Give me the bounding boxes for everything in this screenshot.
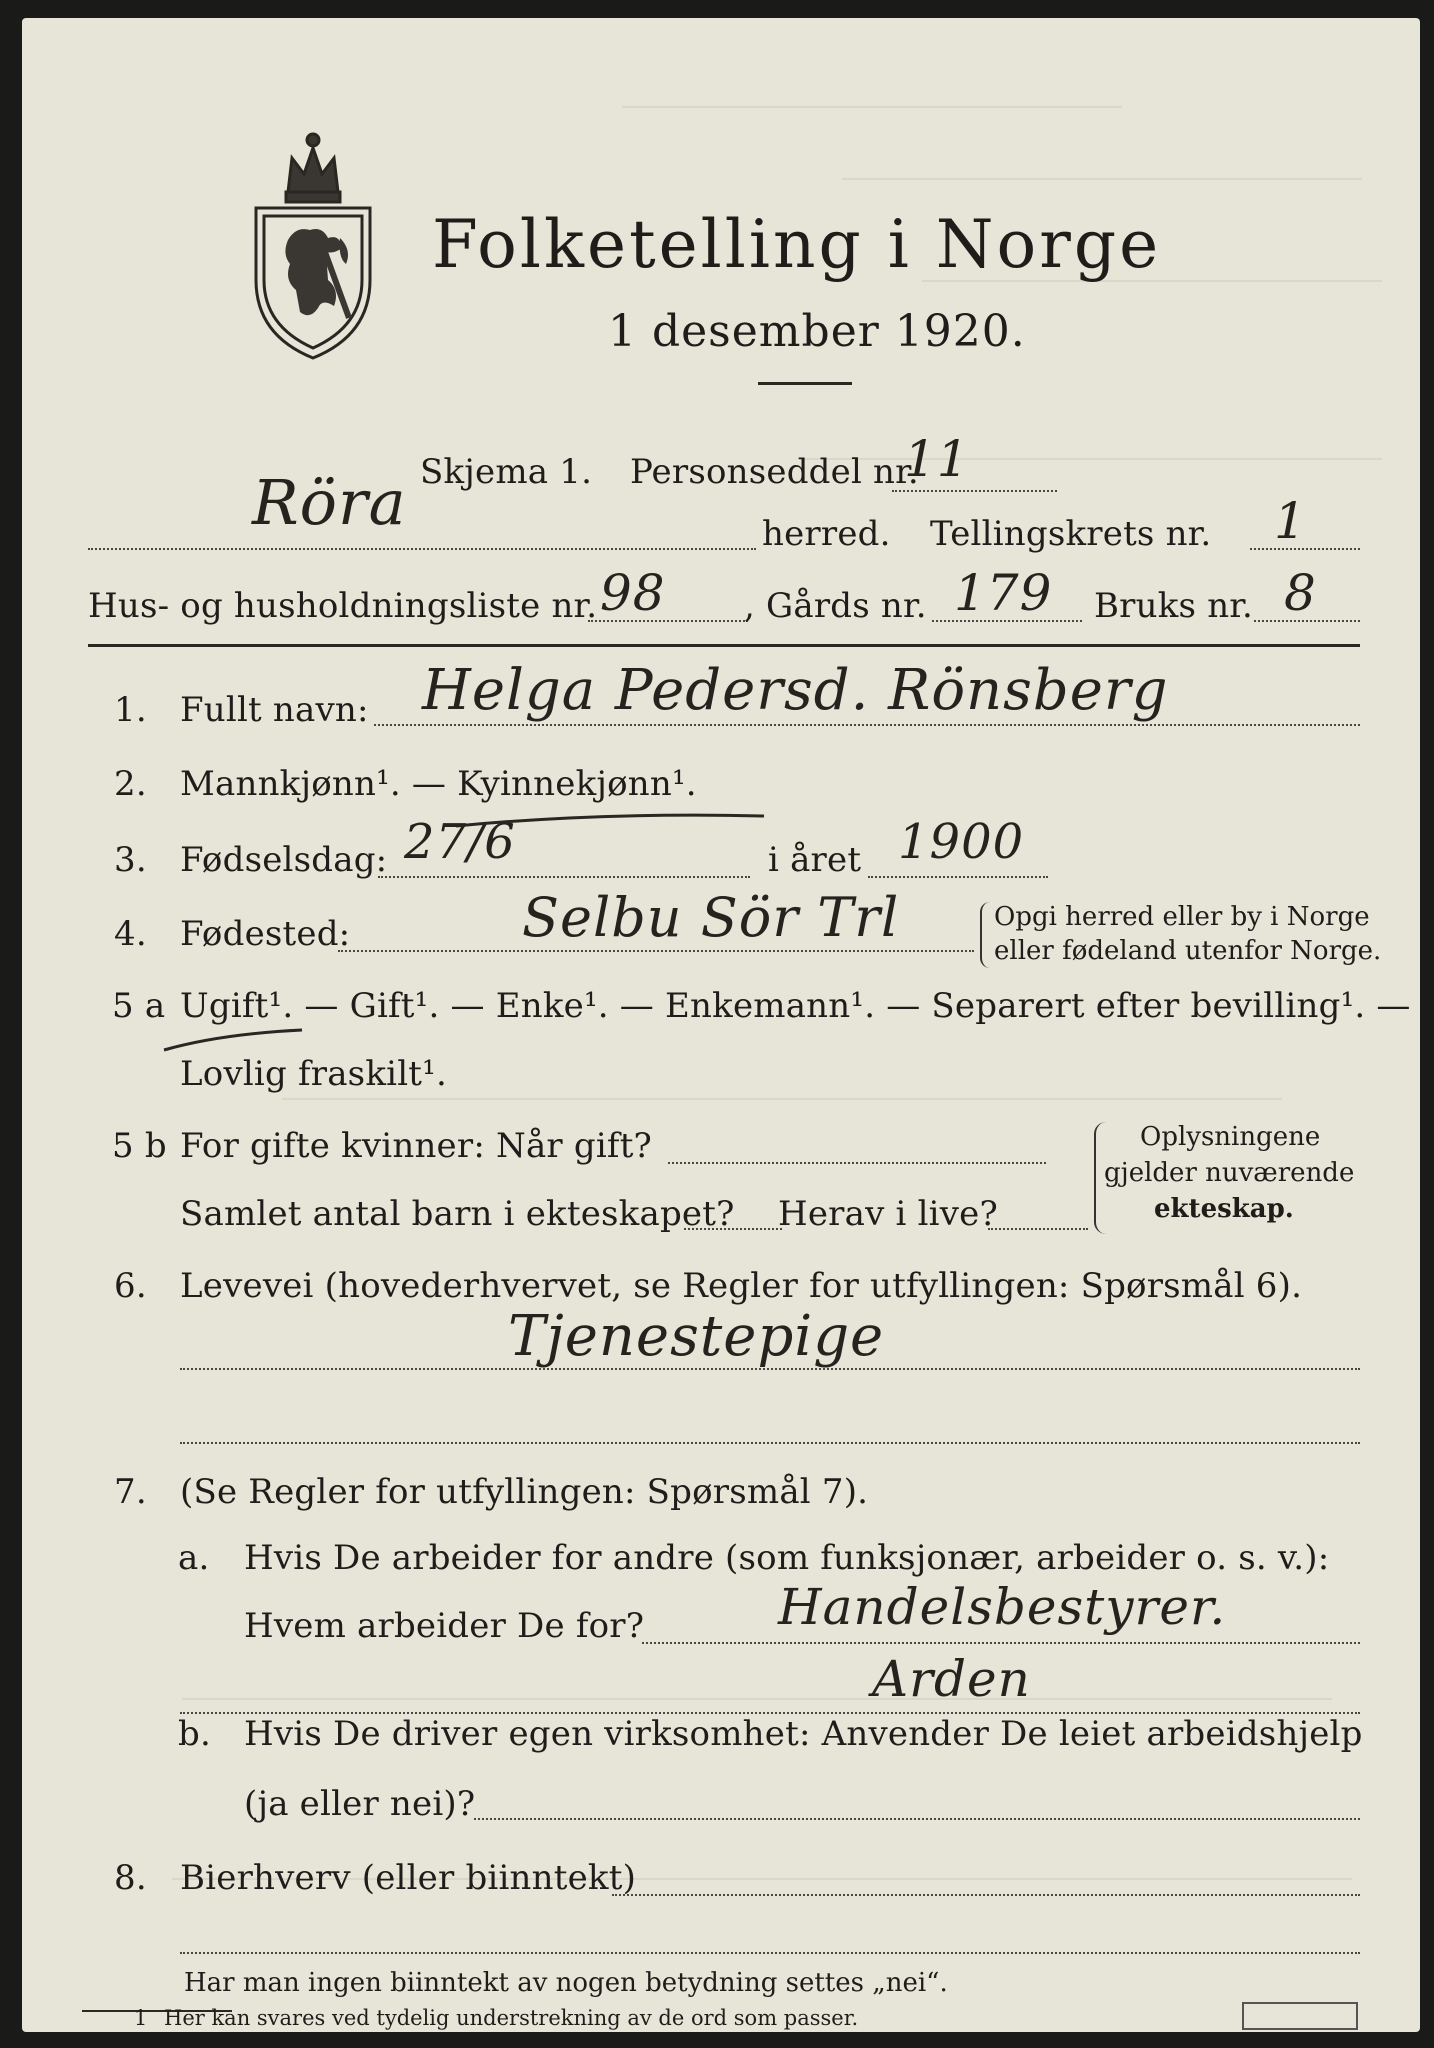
tellingskrets-line — [1250, 548, 1360, 550]
levevei-label: Levevei (hovederhvervet, se Regler for utfyllingen: Spørsmål 6). — [180, 1266, 1303, 1306]
bierhverv-line-2 — [180, 1952, 1360, 1954]
fullt-navn-line — [374, 724, 1360, 726]
bruks-label: Bruks nr. — [1094, 586, 1254, 626]
personseddel-value: 11 — [904, 430, 970, 488]
skjema-label: Skjema 1. — [420, 452, 593, 492]
coat-of-arms-icon — [248, 130, 378, 360]
q1-number: 1. — [114, 690, 147, 730]
footnote-text: Her kan svares ved tydelig understrekning av de ord som passer. — [164, 2006, 859, 2030]
i-aret-label: i året — [768, 840, 862, 880]
footnote-mark: 1 — [134, 2006, 148, 2030]
gards-value: 179 — [954, 564, 1053, 622]
printer-stamp — [1242, 2002, 1358, 2030]
fodested-line — [338, 950, 974, 952]
ugift-underline-mark — [160, 1024, 310, 1054]
census-form — [22, 18, 1420, 2032]
personseddel-line — [892, 490, 1057, 492]
ekteskap-note-line2: gjelder nuværende — [1104, 1158, 1355, 1188]
page-title: Folketelling i Norge — [432, 206, 1162, 283]
q7a-label-2: Hvem arbeider De for? — [244, 1606, 645, 1646]
bruks-line — [1254, 620, 1360, 622]
tellingskrets-value: 1 — [1274, 492, 1307, 550]
fodested-note-line1: Opgi herred eller by i Norge — [994, 902, 1370, 932]
q7a-letter: a. — [178, 1538, 210, 1578]
q7b-label-1: Hvis De driver egen virksomhet: Anvender De leiet arbeidshjelp — [244, 1714, 1363, 1754]
q7b-label-2: (ja eller nei)? — [244, 1784, 476, 1824]
header-divider — [88, 644, 1360, 647]
gards-line — [932, 620, 1082, 622]
q6-number: 6. — [114, 1266, 147, 1306]
fodested-label: Fødested: — [180, 914, 351, 954]
gards-label: , Gårds nr. — [744, 586, 927, 626]
hus-line — [588, 620, 748, 622]
census-date: 1 desember 1920. — [608, 306, 1026, 357]
arbeidsgiver-value-2: Arden — [872, 1650, 1031, 1708]
levevei-line-2 — [180, 1442, 1360, 1444]
antal-barn-label: Samlet antal barn i ekteskapet? — [180, 1194, 735, 1234]
title-divider — [758, 382, 852, 385]
levevei-line-1 — [180, 1368, 1360, 1370]
herred-label: herred. — [762, 514, 891, 554]
nar-gift-label: For gifte kvinner: Når gift? — [180, 1126, 652, 1166]
arbeidshjelp-line — [474, 1818, 1360, 1820]
q7-number: 7. — [114, 1472, 147, 1512]
fodested-value: Selbu Sör Trl — [522, 886, 900, 949]
hus-label: Hus- og husholdningsliste nr. — [88, 586, 598, 626]
fodselsdag-line — [378, 876, 750, 878]
q1-label: Fullt navn: — [180, 690, 369, 730]
q7a-label-1: Hvis De arbeider for andre (som funksjonær, arbeider o. s. v.): — [244, 1538, 1330, 1578]
personseddel-label: Personseddel nr. — [630, 452, 919, 492]
tellingskrets-label: Tellingskrets nr. — [930, 514, 1212, 554]
fodselsar-line — [868, 876, 1048, 878]
fodested-note-bracket — [980, 902, 990, 968]
levevei-value: Tjenestepige — [508, 1304, 885, 1369]
q3-number: 3. — [114, 840, 147, 880]
q8-number: 8. — [114, 1858, 147, 1898]
fodselsdag-value: 27/6 — [404, 814, 516, 870]
fullt-navn-value: Helga Pedersd. Rönsberg — [422, 658, 1169, 723]
herred-value: Röra — [252, 466, 407, 539]
q5b-number: 5 b — [112, 1126, 167, 1166]
fodselsdag-label: Fødselsdag: — [180, 840, 388, 880]
ekteskap-note-line3: ekteskap. — [1154, 1194, 1294, 1224]
q2-number: 2. — [114, 764, 147, 804]
q7-label: (Se Regler for utfyllingen: Spørsmål 7). — [180, 1472, 869, 1512]
nar-gift-line — [668, 1162, 1046, 1164]
hus-value: 98 — [600, 564, 666, 622]
herav-line — [988, 1228, 1088, 1230]
kjonn-label: Mannkjønn¹. — Kyinnekjønn¹. — [180, 764, 697, 804]
antal-barn-line — [684, 1228, 782, 1230]
fodested-note-line2: eller fødeland utenfor Norge. — [994, 936, 1382, 966]
q4-number: 4. — [114, 914, 147, 954]
bierhverv-label: Bierhverv (eller biinntekt) — [180, 1858, 637, 1898]
bierhverv-line-1 — [612, 1894, 1360, 1896]
q5a-number: 5 a — [112, 986, 166, 1026]
ekteskap-note-line1: Oplysningene — [1140, 1122, 1321, 1152]
arbeidsgiver-line-1 — [642, 1642, 1360, 1644]
arbeidsgiver-value: Handelsbestyrer. — [778, 1578, 1227, 1636]
sivilstand-options-2: Lovlig fraskilt¹. — [180, 1054, 447, 1094]
herav-label: Herav i live? — [778, 1194, 998, 1234]
fodselsar-value: 1900 — [898, 814, 1025, 870]
bruks-value: 8 — [1284, 564, 1317, 622]
nei-note: Har man ingen biinntekt av nogen betydning settes „nei“. — [184, 1968, 948, 1998]
sivilstand-options: Ugift¹. — Gift¹. — Enke¹. — Enkemann¹. — Separert efter bevilling¹. — — [180, 986, 1411, 1026]
herred-line — [88, 548, 756, 550]
q7b-letter: b. — [178, 1714, 211, 1754]
